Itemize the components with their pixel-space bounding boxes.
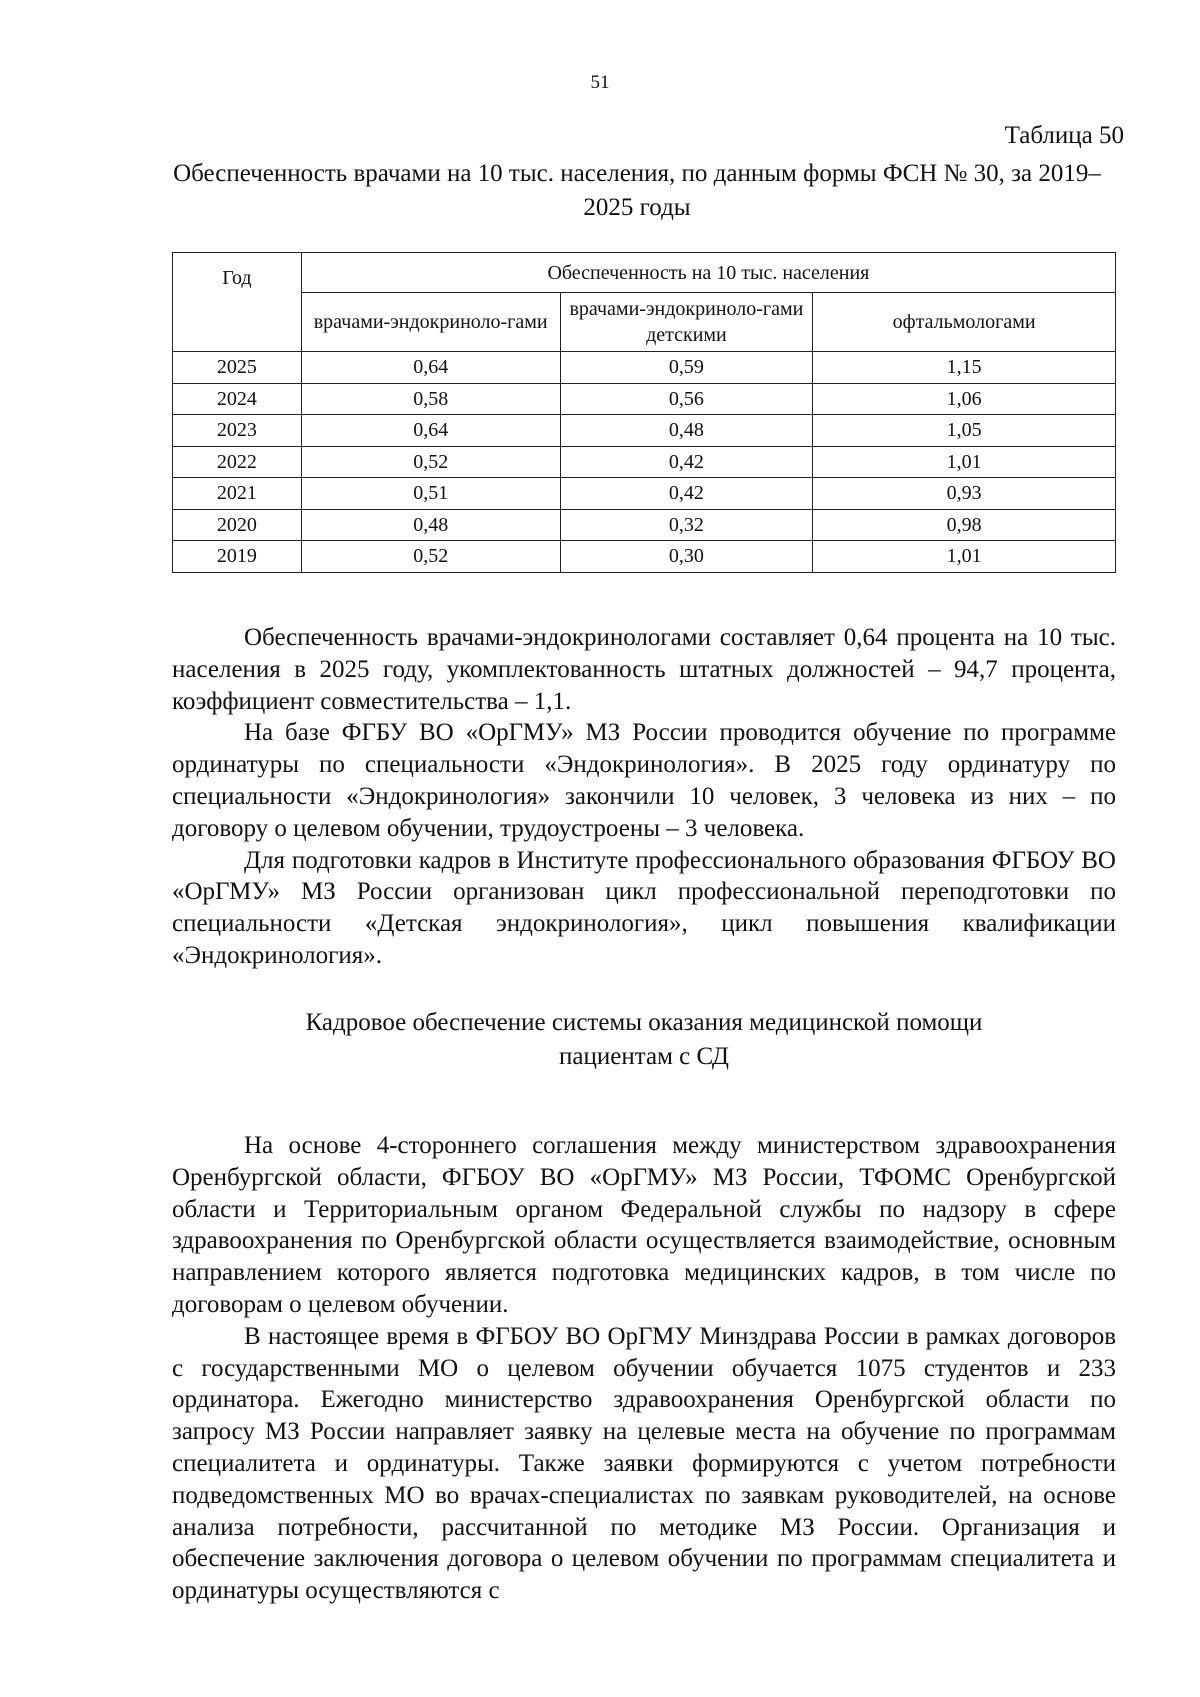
cell-year: 2021	[173, 478, 302, 510]
cell-pediatric-endocrinologists: 0,30	[560, 541, 813, 573]
cell-ophthalmologists: 1,06	[813, 383, 1116, 415]
cell-endocrinologists: 0,52	[301, 541, 560, 573]
section-heading-line-1: Кадровое обеспечение системы оказания медицинской помощи	[305, 1009, 983, 1036]
cell-endocrinologists: 0,58	[301, 383, 560, 415]
section-heading-line-2: пациентам с СД	[559, 1043, 729, 1070]
table-row	[173, 509, 1116, 541]
table-row	[173, 446, 1116, 478]
table-row	[173, 478, 1116, 510]
paragraph: На базе ФГБУ ВО «ОрГМУ» МЗ России проводится обучение по программе ординатуры по специальности «Эндокринология». В 2025 году ординатуру по специальности «Эндокринология» закончили 10 человек, 3 человека из них – по договору о целевом обучении, трудоустроены – 3 человека.	[172, 719, 1116, 842]
section-heading	[172, 1006, 1116, 1074]
cell-endocrinologists: 0,64	[301, 415, 560, 447]
cell-endocrinologists: 0,52	[301, 446, 560, 478]
cell-year: 2024	[173, 383, 302, 415]
table-title: Обеспеченность врачами на 10 тыс. населения, по данным формы ФСН № 30, за 2019–2025 годы	[173, 160, 1101, 221]
paragraph: Для подготовки кадров в Институте профессионального образования ФГБОУ ВО «ОрГМУ» МЗ России организован цикл профессиональной переподготовки по специальности «Детская эндокринология», цикл повышения квалификации «Эндокринология».	[172, 846, 1116, 969]
paragraph: На основе 4-стороннего соглашения между министерством здравоохранения Оренбургской области, ФГБОУ ВО «ОрГМУ» МЗ России, ТФОМС Оренбургской области и Территориальным органом Федеральной службы по надзору в сфере здравоохранения по Оренбургской области осуществляется взаимодействие, основным направлением которого является подготовка медицинских кадров, в том числе по договорам о целевом обучении.	[172, 1132, 1116, 1318]
cell-pediatric-endocrinologists: 0,32	[560, 509, 813, 541]
paragraph: В настоящее время в ФГБОУ ВО ОрГМУ Минздрава России в рамках договоров с государственными МО о целевом обучении обучается 1075 студентов и 233 ординатора. Ежегодно министерство здравоохранения Оренбургской области по запросу МЗ России направляет заявку на целевые места на обучение по программам специалитета и ординатуры. Также заявки формируются с учетом потребности подведомственных МО во врачах-специалистах по заявкам руководителей, на основе анализа потребности, рассчитанной по методике МЗ России. Организация и обеспечение заключения договора о целевом обучении по программам специалитета и ординатуры осуществляются с	[172, 1322, 1116, 1605]
header-year: Год	[173, 253, 302, 352]
cell-ophthalmologists: 0,93	[813, 478, 1116, 510]
cell-pediatric-endocrinologists: 0,42	[560, 446, 813, 478]
header-endocrinologists: врачами-эндокриноло-гами	[301, 293, 560, 352]
table-row	[173, 352, 1116, 384]
provision-table	[172, 252, 1116, 573]
cell-year: 2025	[173, 352, 302, 384]
page-number: 51	[590, 72, 610, 93]
table-body	[173, 352, 1116, 573]
paragraph: Обеспеченность врачами-эндокринологами составляет 0,64 процента на 10 тыс. населения в 2025 году, укомплектованность штатных должностей – 94,7 процента, коэффициент совместительства – 1,1.	[172, 624, 1116, 715]
cell-year: 2023	[173, 415, 302, 447]
cell-ophthalmologists: 1,01	[813, 446, 1116, 478]
cell-ophthalmologists: 1,01	[813, 541, 1116, 573]
cell-ophthalmologists: 1,05	[813, 415, 1116, 447]
cell-year: 2020	[173, 509, 302, 541]
cell-ophthalmologists: 1,15	[813, 352, 1116, 384]
cell-pediatric-endocrinologists: 0,59	[560, 352, 813, 384]
cell-pediatric-endocrinologists: 0,42	[560, 478, 813, 510]
cell-year: 2019	[173, 541, 302, 573]
table-label: Таблица 50	[1004, 122, 1124, 149]
text-block-1	[172, 622, 1116, 972]
text-block-2	[172, 1130, 1116, 1607]
cell-year: 2022	[173, 446, 302, 478]
header-pediatric-endocrinologists: врачами-эндокриноло-гами детскими	[560, 293, 813, 352]
table-row	[173, 415, 1116, 447]
cell-endocrinologists: 0,51	[301, 478, 560, 510]
cell-pediatric-endocrinologists: 0,48	[560, 415, 813, 447]
cell-endocrinologists: 0,48	[301, 509, 560, 541]
table-row	[173, 541, 1116, 573]
header-ophthalmologists: офтальмологами	[813, 293, 1116, 352]
cell-pediatric-endocrinologists: 0,56	[560, 383, 813, 415]
cell-endocrinologists: 0,64	[301, 352, 560, 384]
header-group: Обеспеченность на 10 тыс. населения	[301, 253, 1115, 293]
cell-ophthalmologists: 0,98	[813, 509, 1116, 541]
table-row	[173, 383, 1116, 415]
